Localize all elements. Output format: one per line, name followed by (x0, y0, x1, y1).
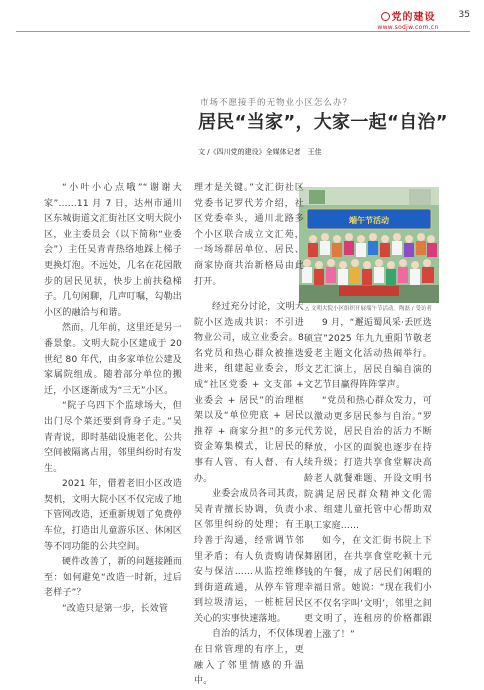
banner-text: 端午节活动 (349, 216, 389, 225)
paragraph: 经过充分讨论，文明大院小区选成共识：不引进物业公司，成立业委会。8 名党员和热心群众被推选进来，组建起业委会，形成“社区党委 + 文支部 + 业委会 + 居民”的治理框架以及“单位兜底 + 居民推荐 + 商家分担”的多元资金筹集模式，让居民的事有人管、有人督、有人办。 (194, 302, 305, 484)
paragraph: 如今，在文汇街书院上下舞剧团，在共享食堂吃顿十元钱的午餐，成了居民们闲暇的幸福日常。她说：“现在我们小区不仅名字叫‘文明’，邻里之间更文明了，连租房的价格都跟着上涨了！” (304, 536, 432, 640)
article-kicker: 市场不愿接手的无物业小区怎么办？ (200, 98, 353, 108)
paragraph: 2021 年，借着老旧小区改造契机，文明大院小区不仅完成了地下管网改造，还重新规划了免费停车位，打造出儿童游乐区、休闲区等不同功能的公共空间。 (44, 479, 183, 552)
article-photo (299, 187, 439, 303)
logo-url: www.sodjw.com.cn (377, 24, 439, 31)
paragraph: “党员和热心群众发力，可以激动更多居民参与自治。”罗代芳说，居民自治的活力不断释放，小区的面貌也逐步在持续升级；打造共享食堂解决高龄老人就餐难题、开设文明书院满足居民群众精神文化需求、组建儿童托管中心帮助双职工家庭…… (304, 395, 432, 531)
paragraph: 业委会成员各司其责，吴青青擅长协调，负责小区邻里纠纷的处理；有王玲善于沟通，经常调节邻里矛盾；有人负责购请保安与保洁……从监控维修到街道疏通，从停车管理到垃圾清运，一桩桩居民关心的实事快速落地。 (194, 489, 305, 624)
paragraph: “改造只是第一步，长效管 (62, 604, 169, 615)
paragraph: “院子乌四下个监球场大，但出门尽个菜还要到背身子走。”吴青青说，即时基础设施老化、公共空间被隔离占用，邻里纠纷时有发生。 (44, 401, 183, 474)
article-column-2-top (194, 181, 304, 290)
page-number: 35 (458, 10, 470, 20)
group-photo-illustration (299, 187, 439, 303)
party-emblem-icon (381, 12, 390, 21)
paragraph: 理才是关键。”文汇街社区党委书记罗代芳介绍，社区党委牵头，通川北路多个小区联合成立文汇苑，一场场群居单位、居民、商家协商共治新格局由此打开。 (194, 183, 304, 287)
header-divider (16, 31, 470, 32)
article-byline: 文 /《四川党的建设》全媒体记者 王佳 (198, 148, 322, 156)
paragraph: 硬件改善了，新的问题接踵而至：如何避免“改造一时新，过后老样子”？ (44, 557, 182, 599)
paragraph: 9 月，“邂逅蜀风采·丢匠选硕宣”2025 年九九重阳节敬老爱老主题文化活动热闹举行。文艺汇演上，居民自编自演的文艺节目赢得阵阵掌声。 (304, 318, 432, 391)
paragraph: 自治的活力，不仅体现在日常管理的有序上，更融入了邻里情感的升温中。 (194, 629, 305, 687)
article-headline: 居民“当家”，大家一起“自治” (198, 112, 448, 133)
article-column-3 (304, 316, 432, 643)
article-column-1 (44, 181, 182, 618)
paragraph: “小叶小心点哦”“谢谢大家”……11 月 7 日，达州市通川区东城街道文汇街社区文明大院小区，业主委员会（以下简称“业委会”）主任吴青青热络地踩上梯子更换灯泡。不远处，几名在花园散步的居民见状，快步上前扶稳梯子。几句闲聊，几声叮嘱，勾勒出小区的融洽与和谐。 (44, 183, 183, 318)
photo-caption: △ 文明大院小区组织开展端午节活动。陶磊 / 受访者 (305, 306, 432, 312)
publication-logo (372, 8, 444, 31)
paragraph: 然而，几年前，这里还是另一番景象。文明大院小区建成于 20 世纪 80 年代，由多家单位公建及家属院组成。随着部分单位的搬迁，小区逐渐成为“三无”小区。 (44, 323, 182, 396)
logo-text: 党的建设 (372, 8, 444, 23)
article-column-2 (194, 300, 304, 690)
